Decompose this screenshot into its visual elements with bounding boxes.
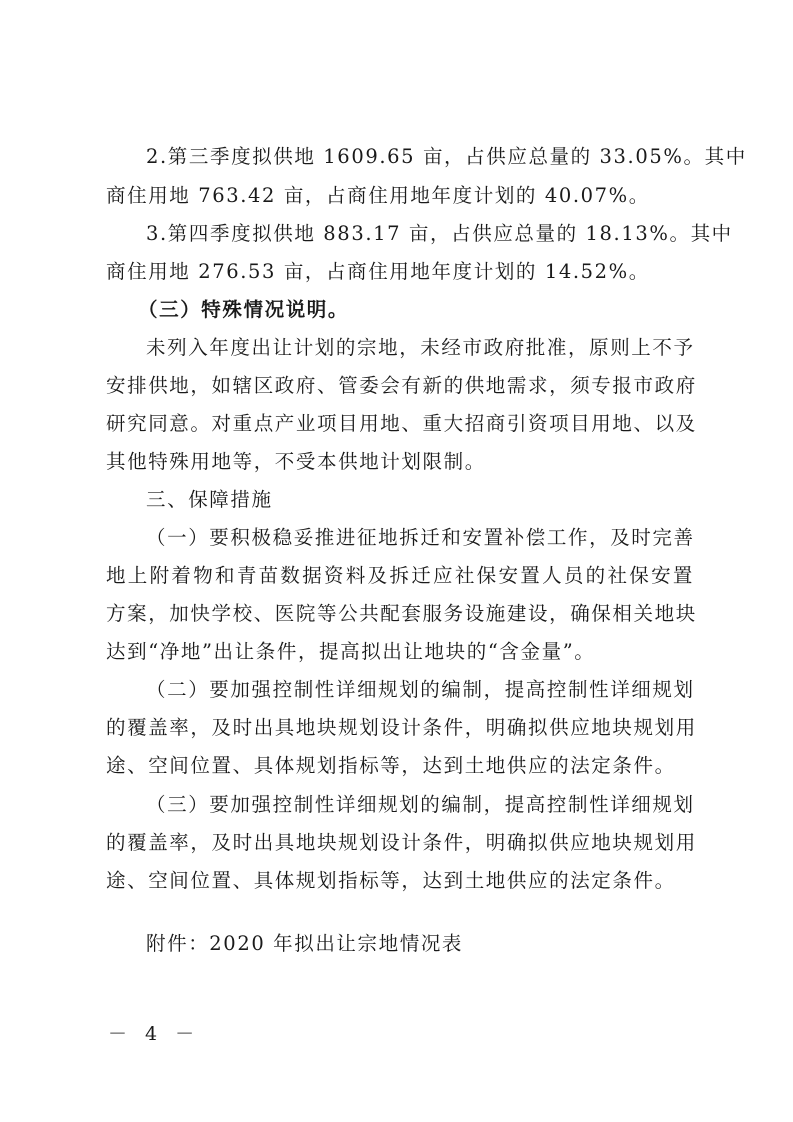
paragraph-special-line-4: 其他特殊用地等，不受本供地计划限制。: [106, 450, 486, 473]
paragraph-measure-3-line-3: 途、空间位置、具体规划指标等，达到土地供应的法定条件。: [106, 869, 676, 892]
paragraph-measure-2-line-1: （二）要加强控制性详细规划的编制，提高控制性详细规划: [146, 678, 695, 701]
paragraph-measure-1-line-1: （一）要积极稳妥推进征地拆迁和安置补偿工作，及时完善: [146, 526, 695, 549]
paragraph-q3-line-1: 2.第三季度拟供地 1609.65 亩，占供应总量的 33.05%。其中: [146, 145, 747, 168]
paragraph-measure-2-line-2: 的覆盖率，及时出具地块规划设计条件，明确拟供应地块规划用: [106, 716, 697, 739]
paragraph-measure-3-line-1: （三）要加强控制性详细规划的编制，提高控制性详细规划: [146, 793, 695, 816]
paragraph-measure-1-line-3: 方案，加快学校、医院等公共配套服务设施建设，确保相关地块: [106, 602, 697, 625]
paragraph-measure-1-line-4: 达到“净地”出让条件，提高拟出让地块的“含金量”。: [106, 640, 596, 663]
paragraph-q4-line-2: 商住用地 276.53 亩，占商住用地年度计划的 14.52%。: [106, 260, 650, 283]
paragraph-q3-line-2: 商住用地 763.42 亩，占商住用地年度计划的 40.07%。: [106, 184, 650, 207]
paragraph-measure-2-line-3: 途、空间位置、具体规划指标等，达到土地供应的法定条件。: [106, 754, 676, 777]
paragraph-special-line-2: 安排供地，如辖区政府、管委会有新的供地需求，须专报市政府: [106, 374, 697, 397]
paragraph-measure-1-line-2: 地上附着物和青苗数据资料及拆迁应社保安置人员的社保安置: [106, 564, 694, 587]
section-heading-measures: 三、保障措施: [146, 488, 273, 511]
page-number: － 4 －: [108, 1023, 201, 1045]
paragraph-measure-3-line-2: 的覆盖率，及时出具地块规划设计条件，明确拟供应地块规划用: [106, 831, 697, 854]
paragraph-q4-line-1: 3.第四季度拟供地 883.17 亩，占供应总量的 18.13%。其中: [146, 222, 733, 245]
paragraph-special-line-1: 未列入年度出让计划的宗地，未经市政府批准，原则上不予: [146, 336, 695, 359]
section-heading-special: （三）特殊情况说明。: [138, 298, 350, 321]
attachment-note: 附件：2020 年拟出让宗地情况表: [146, 932, 464, 955]
paragraph-special-line-3: 研究同意。对重点产业项目用地、重大招商引资项目用地、以及: [106, 412, 697, 435]
